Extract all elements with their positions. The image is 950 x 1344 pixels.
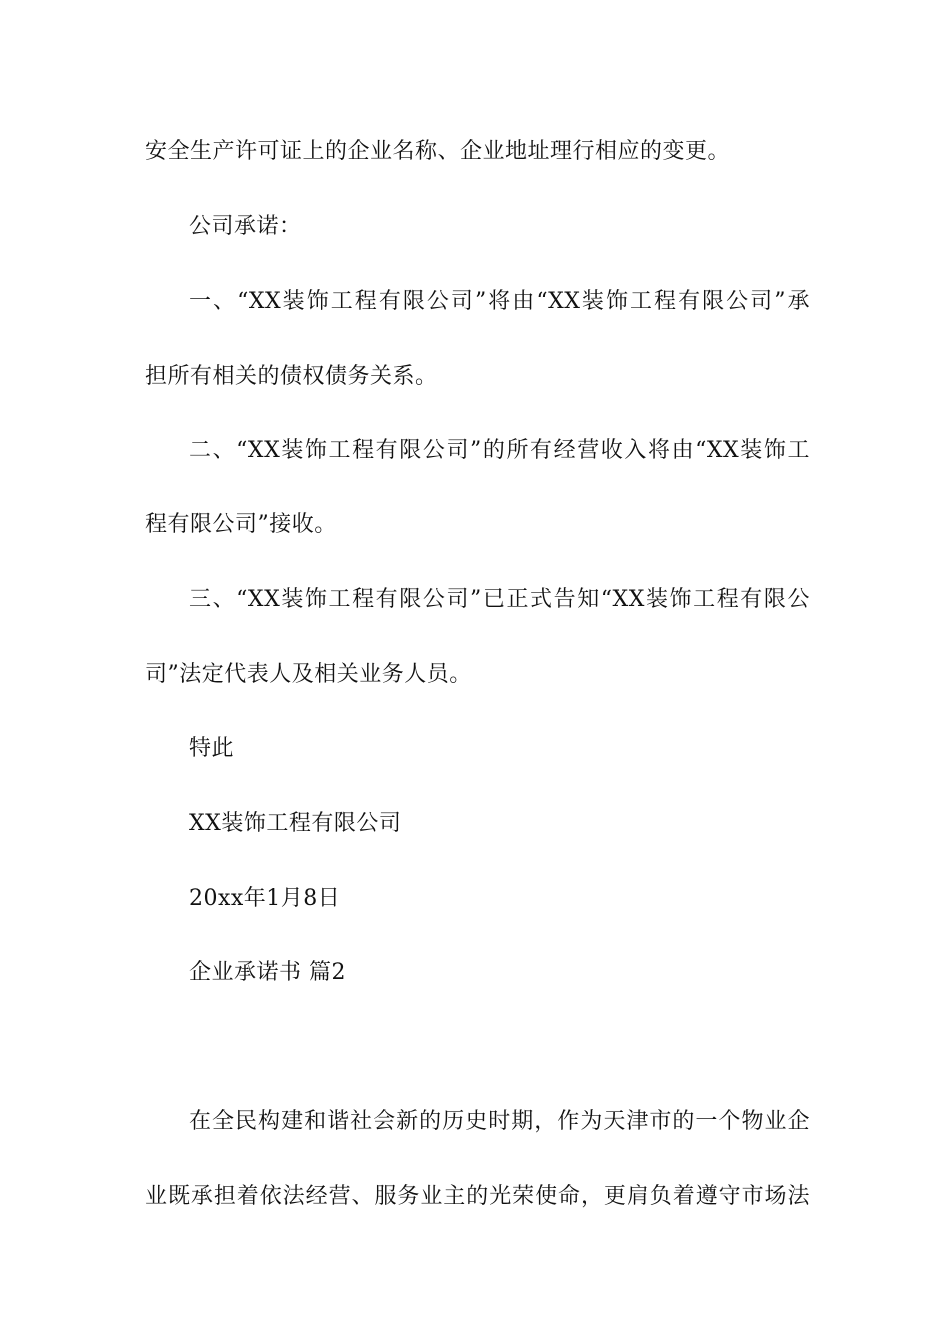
closing-text: 特此: [189, 736, 235, 761]
document-date: 20xx年1月8日: [189, 886, 341, 911]
section-title: 企业承诺书 篇2: [189, 960, 346, 985]
paragraph-line: 安全生产许可证上的企业名称、企业地址理行相应的变更。: [145, 139, 731, 164]
paragraph-line: 三、“XX装饰工程有限公司”已正式告知“XX装饰工程有限公: [189, 587, 810, 612]
paragraph-line: 司”法定代表人及相关业务人员。: [145, 662, 472, 687]
company-signature: XX装饰工程有限公司: [189, 811, 402, 836]
paragraph-line: 一、“XX装饰工程有限公司”将由“XX装饰工程有限公司”承: [189, 289, 810, 314]
paragraph-line: 业既承担着依法经营、服务业主的光荣使命，更肩负着遵守市场法: [145, 1184, 810, 1209]
section-heading: 公司承诺：: [189, 214, 302, 239]
paragraph-line: 在全民构建和谐社会新的历史时期，作为天津市的一个物业企: [189, 1109, 810, 1134]
paragraph-line: 程有限公司”接收。: [145, 512, 337, 537]
paragraph-line: 二、“XX装饰工程有限公司”的所有经营收入将由“XX装饰工: [189, 438, 810, 463]
paragraph-line: 担所有相关的债权债务关系。: [145, 364, 438, 389]
